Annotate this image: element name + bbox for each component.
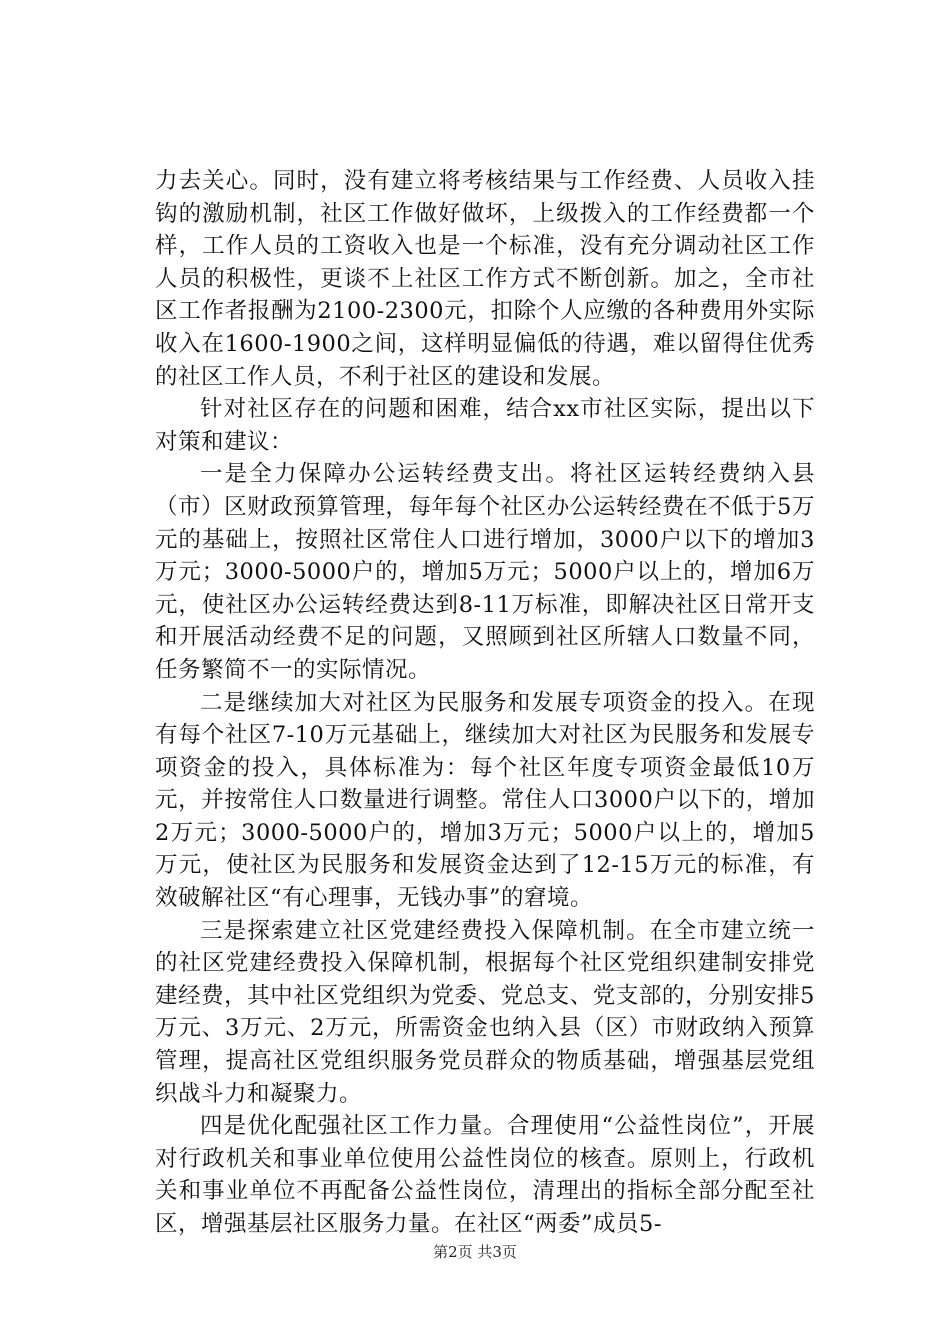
paragraph-suggestion-4: 四是优化配强社区工作力量。合理使用“公益性岗位”，开展对行政机关和事业单位使用公益性岗位的核查。原则上，行政机关和事业单位不再配备公益性岗位，清理出的指标全部分配至社区，增强基层社区服务力量。在社区“两委”成员5- [155,1113,815,1237]
paragraph-suggestion-2: 二是继续加大对社区为民服务和发展专项资金的投入。在现有每个社区7-10万元基础上，继续加大对社区为民服务和发展专项资金的投入，具体标准为：每个社区年度专项资金最低10万元，并按常住人口数量进行调整。常住人口3000户以下的，增加2万元；3000-5000户的，增加3万元；5000户以上的，增加5万元，使社区为民服务和发展资金达到了12-15万元的标准，有效破解社区“有心理事，无钱办事”的窘境。 [155,689,815,912]
page-footer: 第2页 共3页 [433,1243,517,1261]
paragraph-suggestion-1: 一是全力保障办公运转经费支出。将社区运转经费纳入县（市）区财政预算管理，每年每个社区办公运转经费在不低于5万元的基础上，按照社区常住人口进行增加，3000户以下的增加3万元；3000-5000户的，增加5万元；5000户以上的，增加6万元，使社区办公运转经费达到8-11万标准，即解决社区日常开支和开展活动经费不足的问题，又照顾到社区所辖人口数量不同，任务繁简不一的实际情况。 [155,461,815,683]
paragraph-continuation: 力去关心。同时，没有建立将考核结果与工作经费、人员收入挂钩的激励机制，社区工作做好做坏，上级拨入的工作经费都一个样，工作人员的工资收入也是一个标准，没有充分调动社区工作人员的积极性，更谈不上社区工作方式不断创新。加之，全市社区工作者报酬为2100-2300元，扣除个人应缴的各种费用外实际收入在1600-1900之间，这样明显偏低的待遇，难以留得住优秀的社区工作人员，不利于社区的建设和发展。 [155,168,815,390]
paragraph-suggestion-3: 三是探索建立社区党建经费投入保障机制。在全市建立统一的社区党建经费投入保障机制，根据每个社区党组织建制安排党建经费，其中社区党组织为党委、党总支、党支部的，分别安排5万元、3万元、2万元，所需资金也纳入县（区）市财政纳入预算管理，提高社区党组织服务党员群众的物质基础，增强基层党组织战斗力和凝聚力。 [155,917,815,1107]
document-body [155,165,815,1241]
paragraph-intro-suggestions: 针对社区存在的问题和困难，结合xx市社区实际，提出以下对策和建议： [155,396,815,455]
